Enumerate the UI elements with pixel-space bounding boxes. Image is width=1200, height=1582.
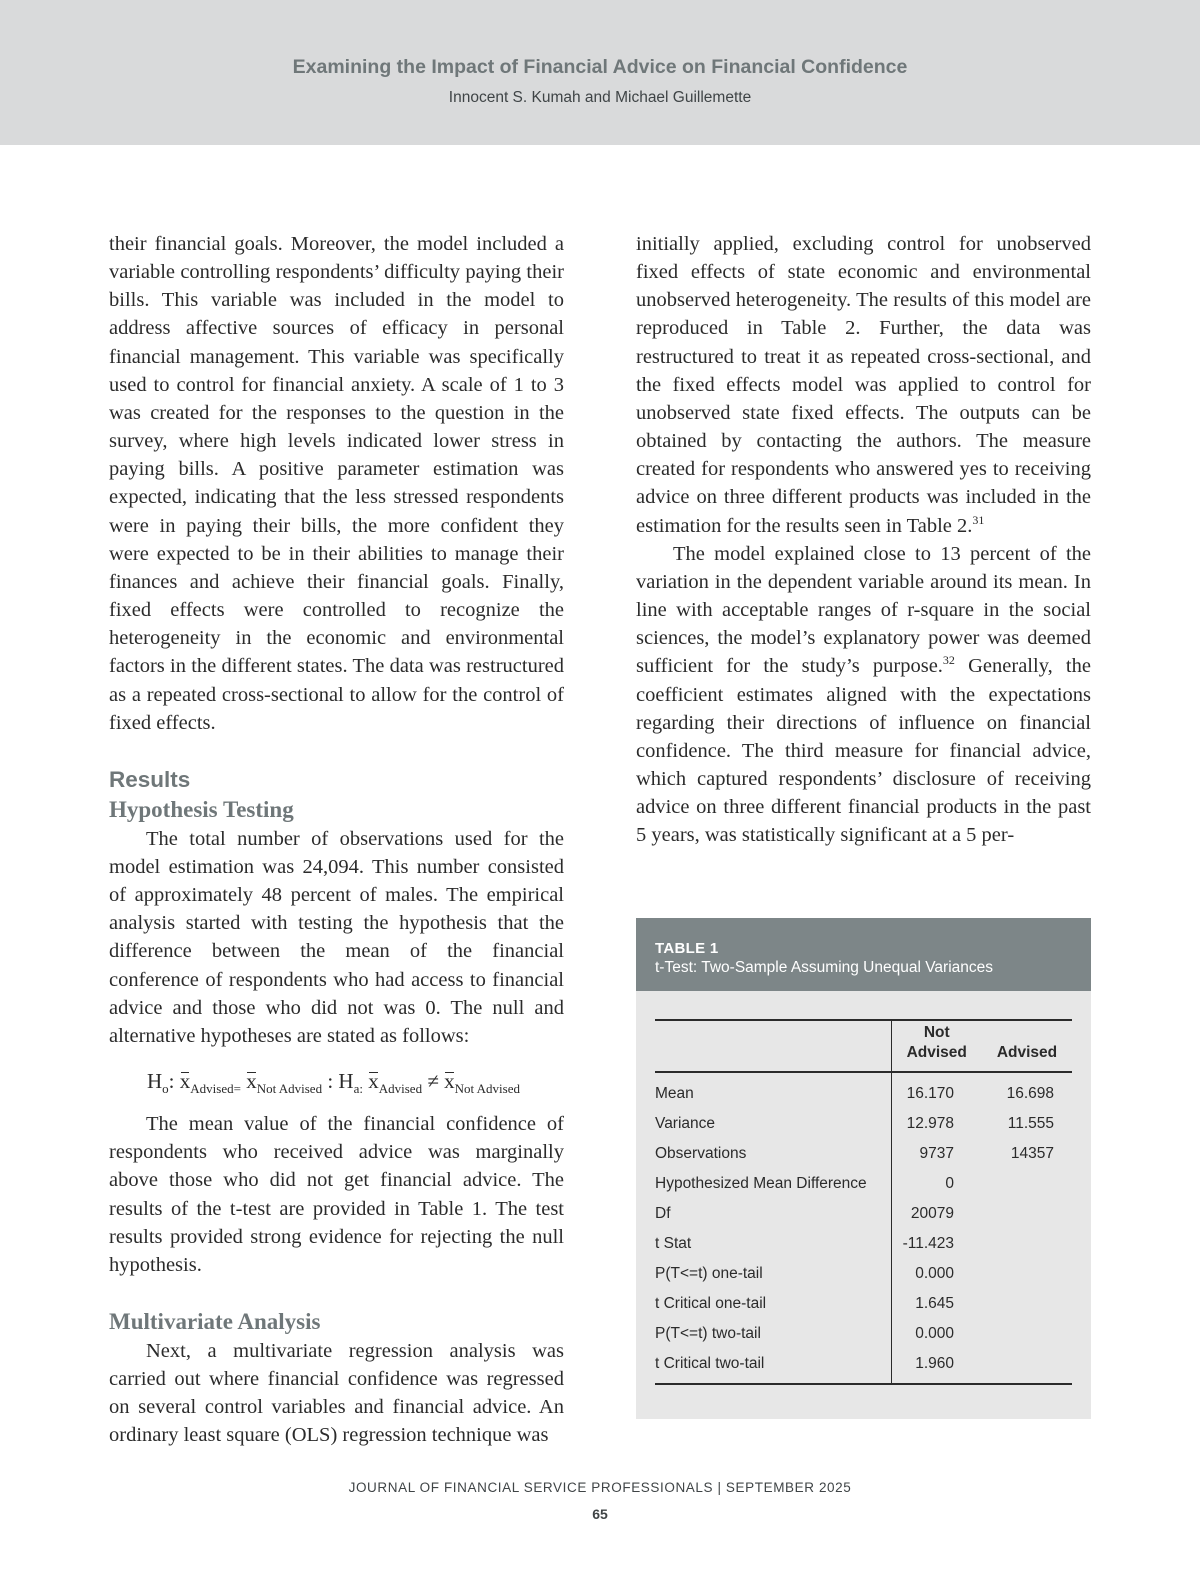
row-label: t Critical two-tail [655,1349,891,1384]
paragraph-mean-value: The mean value of the financial confidence of respondents who received advice was marginally above those who did not get financial advice. The results of the t-test are provided in Table 1. The test results provided strong evidence for rejecting the null hypothesis. [109,1113,564,1276]
cell-not-advised: 16.170 [891,1072,982,1109]
cell-advised [982,1229,1072,1259]
footnote-ref-31: 31 [972,512,985,527]
table-row [655,1109,1072,1139]
footnote-ref-32: 32 [942,653,955,668]
paragraph-multivariate: Next, a multivariate regression analysis was carried out where financial confidence was regressed on several control variables and financial advice. An ordinary least square (OLS) regression technique was [109,1340,564,1447]
row-label: Hypothesized Mean Difference [655,1175,867,1192]
table-row [655,1229,1072,1259]
cell-not-advised: 0.000 [891,1319,982,1349]
running-head [0,0,1200,145]
journal-footer: JOURNAL OF FINANCIAL SERVICE PROFESSIONALS | SEPTEMBER 2025 [348,1480,852,1495]
paragraph-observations: The total number of observations used for the model estimation was 24,094. This number consisted of approximately 48 percent of males. The empirical analysis started with testing the hypothesis that the difference between the mean of the financial conference of respondents who had access to financial advice and those who did not was 0. The null and alternative hypotheses are stated as follows: [109,827,564,1047]
row-label: Variance [655,1115,716,1132]
column-header-statistic [655,1020,891,1072]
page-number: 65 [592,1506,608,1522]
paragraph-difficulty-paying-bills: their financial goals. Moreover, the model included a variable controlling respondents’ difficulty paying their bills. This variable was included in the model to address affective sources of efficacy in personal financial management. This variable was specifically used to control for financial anxiety. A scale of 1 to 3 was created for the responses to the question in the survey, where high levels indicated lower stress in paying bills. A positive parameter estimation was expected, indicating that the less stressed respondents were in paying their bills, the more confident they were expected to be in their abilities to manage their finances and achieve their financial goals. Finally, fixed effects were controlled to recognize the heterogeneity in the economic and environmental factors in the different states. The data was restructured as a repeated cross-sectional to allow for the control of fixed effects. [109,233,564,734]
cell-not-advised: 9737 [891,1139,982,1169]
table-row [655,1259,1072,1289]
cell-not-advised: 0.000 [891,1259,982,1289]
left-column [109,230,564,1450]
cell-advised [982,1289,1072,1319]
paragraph-model-explained: The model explained close to 13 percent of the variation in the dependent variable around its mean. In line with acceptable ranges of r-square in the social sciences, the model’s explanatory power was deemed sufficient for the study’s purpose.$^{32}$ Generally, the coefficient estimates aligned with the expectations regarding their directions of influence on financial confidence. The third measure for financial advice, which captured respondents’ disclosure of receiving advice on three different financial products in the past 5 years, was statistically significant at a 5 per- [636,542,1091,847]
table-row [655,1139,1072,1169]
cell-advised: 16.698 [1006,1085,1054,1102]
row-label: P(T<=t) two-tail [655,1325,761,1342]
cell-advised [982,1349,1072,1384]
cell-advised [982,1259,1072,1289]
cell-advised [982,1199,1072,1229]
table-row [655,1199,1072,1229]
row-label: P(T<=t) one-tail [655,1265,763,1282]
table-row [655,1349,1072,1384]
column-header-advised: Advised [982,1020,1072,1072]
row-label: Mean [655,1085,694,1102]
cell-advised [982,1319,1072,1349]
table-1-label: TABLE 1 [655,940,719,957]
table-row [655,1289,1072,1319]
row-label: Observations [655,1145,747,1162]
cell-advised [982,1169,1072,1199]
heading-hypothesis-testing: Hypothesis Testing [109,796,294,822]
hypothesis-formula: $H_o$: $x_{Advised=}$ $x_{Not Advised}$ : $H_{a:}$ $x_{Advised} \ne x_{Not Advised}$ [147,1066,564,1096]
cell-not-advised: 20079 [891,1199,982,1229]
cell-not-advised: 0 [891,1169,982,1199]
cell-advised: 11.555 [1007,1115,1054,1132]
cell-not-advised: 1.960 [891,1349,982,1384]
heading-results: Results [109,766,191,792]
table-1-panel [636,918,1091,1419]
row-label: t Stat [655,1235,692,1252]
row-label: t Critical one-tail [655,1295,767,1312]
heading-multivariate-analysis: Multivariate Analysis [109,1309,321,1334]
t-test-table [655,1019,1072,1385]
cell-advised: 14357 [1010,1145,1054,1162]
cell-not-advised: -11.423 [891,1229,982,1259]
right-column [636,230,1091,849]
cell-not-advised: 12.978 [891,1109,982,1139]
table-row [655,1319,1072,1349]
row-label: Df [655,1205,671,1222]
table-row [655,1072,1072,1109]
table-1-caption: t-Test: Two-Sample Assuming Unequal Variances [655,959,994,976]
cell-not-advised: 1.645 [891,1289,982,1319]
table-row [655,1169,1072,1199]
table-1-header [636,918,1091,991]
paragraph-ols-model: initially applied, excluding control for unobserved fixed effects of state economic and environmental unobserved heterogeneity. The results of this model are reproduced in Table 2. Further, the data was restructured to treat it as repeated cross-sectional, and the fixed effects model was applied to control for unobserved state fixed effects. The outputs can be obtained by contacting the authors. The measure created for respondents who answered yes to receiving advice on three different products was included in the estimation for the results seen in Table 2.31 [636,233,1091,537]
column-header-not-advised: Not Advised [891,1020,982,1072]
running-head-title: Examining the Impact of Financial Advice on Financial Confidence [292,56,908,78]
running-head-authors: Innocent S. Kumah and Michael Guillemette [448,89,752,106]
